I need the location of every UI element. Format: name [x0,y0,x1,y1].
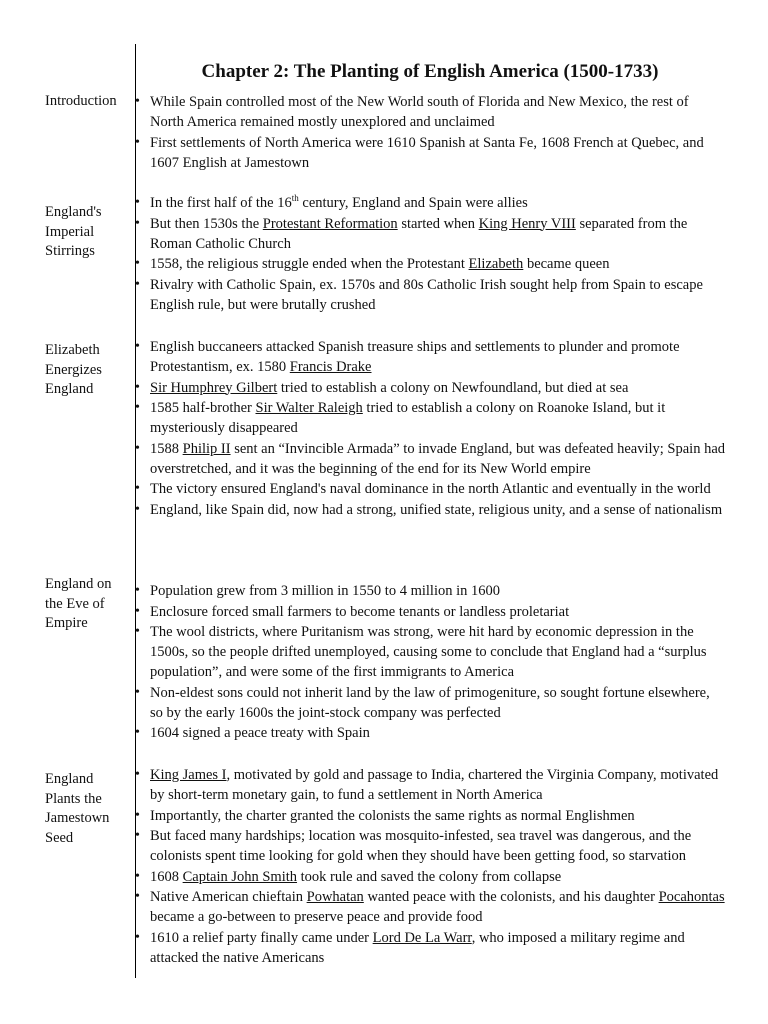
bullet-item [150,378,725,398]
section-label: Introduction [45,93,117,109]
bullet-text: tried to establish a colony on Roanoke Island, but it mysteriously disappeared [150,400,666,437]
bullet-text: took rule and saved the colony from collapse [297,868,562,885]
bullet-text: started when [397,215,479,232]
bullet-text: Non-eldest sons could not inherit land by the law of primogeniture, so sought fortune elsewhere, so by the early 1600s the joint-stock company was perfected [150,684,710,721]
bullet-text: In the first half of the 16 [150,195,292,211]
bullet-text: Rivalry with Catholic Spain, ex. 1570s and 80s Catholic Irish sought help from Spain to escape English rule, but were brutally crushed [150,276,703,313]
section-label: England Plants the Jamestown Seed [45,771,110,846]
bullet-text: Population grew from 3 million in 1550 to 4 million in 1600 [150,583,501,599]
bullet-item [150,867,725,887]
underlined-term: Pocahontas [658,889,725,906]
bullet-text: First settlements of North America were 1610 Spanish at Santa Fe, 1608 French at Quebec, and 1607 English at Jamestown [150,134,704,171]
bullet-text: 1585 half-brother [150,400,256,417]
underlined-term: Sir Humphrey Gilbert [150,379,278,396]
bullet-text: became queen [523,256,610,273]
bullet-item [150,133,725,173]
bullet-item [150,765,725,805]
section-label: Elizabeth Energizes England [45,342,102,397]
bullet-text: 1588 [150,440,183,457]
bullet-text: Native American chieftain [150,889,307,906]
bullet-item [150,622,725,682]
underlined-term: Francis Drake [289,359,372,375]
bullet-text: separated from the Roman Catholic Church [150,215,688,252]
bullet-text: 1604 signed a peace treaty with Spain [150,725,370,742]
bullet-item [150,193,725,213]
bullet-item [150,500,725,520]
bullet-list [150,337,725,521]
bullet-list [150,92,725,173]
underlined-term: Powhatan [306,889,364,906]
bullet-text: 1558, the religious struggle ended when the Protestant [150,256,469,273]
bullet-text: wanted peace with the colonists, and his daughter [363,889,659,906]
bullet-text: , who imposed a military regime and attacked the native Americans [150,929,685,966]
bullet-item [150,254,725,274]
superscript-text: th [291,193,299,204]
bullet-text: tried to establish a colony on Newfoundland, but died at sea [277,379,629,396]
underlined-term: Sir Walter Raleigh [255,400,363,417]
bullet-item [150,398,725,438]
bullet-item [150,275,725,315]
bullet-text: 1608 [150,868,183,885]
bullet-item [150,806,725,826]
bullet-item [150,826,725,866]
section-label: England's Imperial Stirrings [45,204,102,259]
bullet-item [150,479,725,499]
bullet-item [150,92,725,132]
bullet-item [150,683,725,723]
bullet-text: Enclosure forced small farmers to become tenants or landless proletariat [150,603,570,620]
bullet-item [150,337,725,377]
bullet-item [150,214,725,254]
bullet-list [150,581,725,744]
bullet-item [150,602,725,622]
page-title: Chapter 2: The Planting of English America (1500-1733) [201,60,659,82]
underlined-term: Elizabeth [468,256,524,273]
bullet-text: But faced many hardships; location was mosquito-infested, sea travel was dangerous, and the colonists spent time looking for gold when they should have been getting food, so starvation [150,828,692,865]
underlined-term: King James I [150,767,227,783]
bullet-text: The wool districts, where Puritanism was strong, were hit hard by economic depression in the 1500s, so the people drifted unemployed, causing some to conclude that England had a “surplus population”, and were some of the first immigrants to America [150,624,707,681]
bullet-item [150,723,725,743]
bullet-text: became a go-between to preserve peace and provide food [150,909,483,926]
underlined-term: Protestant Reformation [262,215,398,232]
bullet-text: sent an “Invincible Armada” to invade England, but was defeated heavily; Spain had overstretched, and it was the beginning of the end for its New World empire [150,440,726,477]
bullet-text: England, like Spain did, now had a strong, unified state, religious unity, and a sense of nationalism [150,501,723,518]
bullet-text: While Spain controlled most of the New World south of Florida and New Mexico, the rest of North America remained mostly unexplored and unclaimed [150,94,689,130]
bullet-list [150,765,725,969]
section-label: England on the Eve of Empire [45,576,112,631]
bullet-list [150,193,725,315]
bullet-text: But then 1530s the [150,215,263,232]
bullet-item [150,928,725,968]
underlined-term: Lord De La Warr [372,929,472,946]
underlined-term: Captain John Smith [182,868,298,885]
bullet-text: Importantly, the charter granted the colonists the same rights as normal Englishmen [150,807,635,824]
bullet-text: The victory ensured England's naval dominance in the north Atlantic and eventually in the world [150,481,711,498]
bullet-item [150,887,725,927]
underlined-term: King Henry VIII [478,215,576,232]
bullet-text: , motivated by gold and passage to India, chartered the Virginia Company, motivated by short-term monetary gain, to fund a settlement in North America [150,767,719,803]
bullet-text: 1610 a relief party finally came under [150,929,373,946]
bullet-item [150,439,725,479]
bullet-text: century, England and Spain were allies [298,195,528,211]
underlined-term: Philip II [182,440,231,457]
bullet-text: English buccaneers attacked Spanish treasure ships and settlements to plunder and promote Protestantism, ex. 1580 [150,339,680,375]
bullet-item [150,581,725,601]
